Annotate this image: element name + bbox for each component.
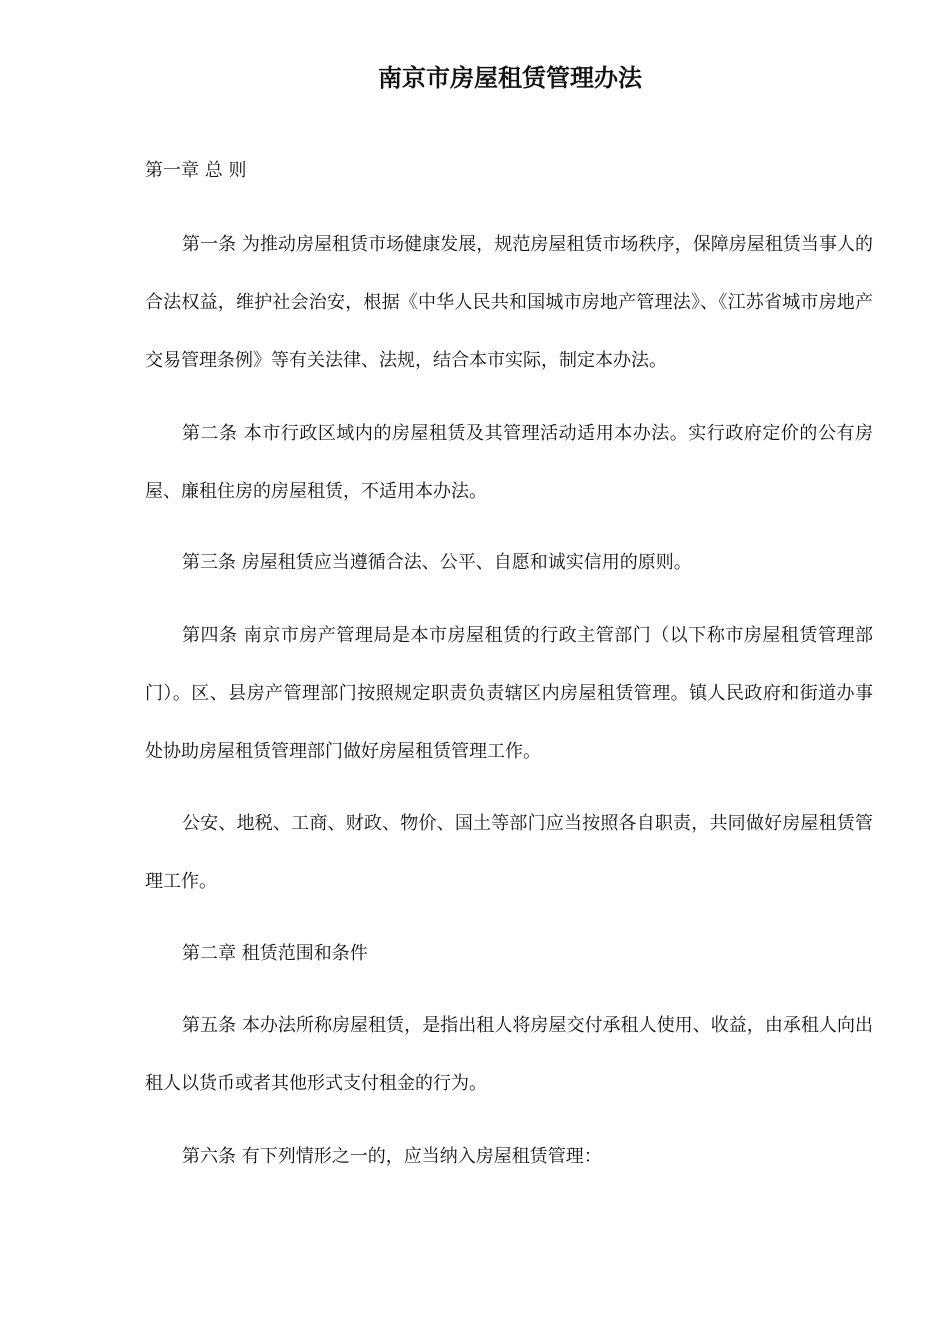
document-title: 南京市房屋租赁管理办法 (378, 63, 642, 92)
article-1: 第一条 为推动房屋租赁市场健康发展，规范房屋租赁市场秩序，保障房屋租赁当事人的合法权益，维护社会治安，根据《中华人民共和国城市房地产管理法》、《江苏省城市房地产交易管理条例》等有关法律、法规，结合本市实际，制定本办法。 (145, 234, 873, 371)
chapter-2-heading: 第二章 租赁范围和条件 (182, 943, 368, 964)
article-3: 第三条 房屋租赁应当遵循合法、公平、自愿和诚实信用的原则。 (182, 552, 692, 573)
chapter-1-heading: 第一章 总 则 (145, 160, 247, 181)
article-6: 第六条 有下列情形之一的，应当纳入房屋租赁管理： (182, 1146, 602, 1167)
article-5: 第五条 本办法所称房屋租赁，是指出租人将房屋交付承租人使用、收益，由承租人向出租人以货币或者其他形式支付租金的行为。 (145, 1015, 873, 1094)
article-2: 第二条 本市行政区域内的房屋租赁及其管理活动适用本办法。实行政府定价的公有房屋、廉租住房的房屋租赁，不适用本办法。 (145, 423, 873, 502)
article-4: 第四条 南京市房产管理局是本市房屋租赁的行政主管部门（以下称市房屋租赁管理部门）。区、县房产管理部门按照规定职责负责辖区内房屋租赁管理。镇人民政府和街道办事处协助房屋租赁管理部门做好房屋租赁管理工作。 (145, 625, 873, 762)
article-4-paragraph-2: 公安、地税、工商、财政、物价、国土等部门应当按照各自职责，共同做好房屋租赁管理工作。 (145, 813, 873, 892)
